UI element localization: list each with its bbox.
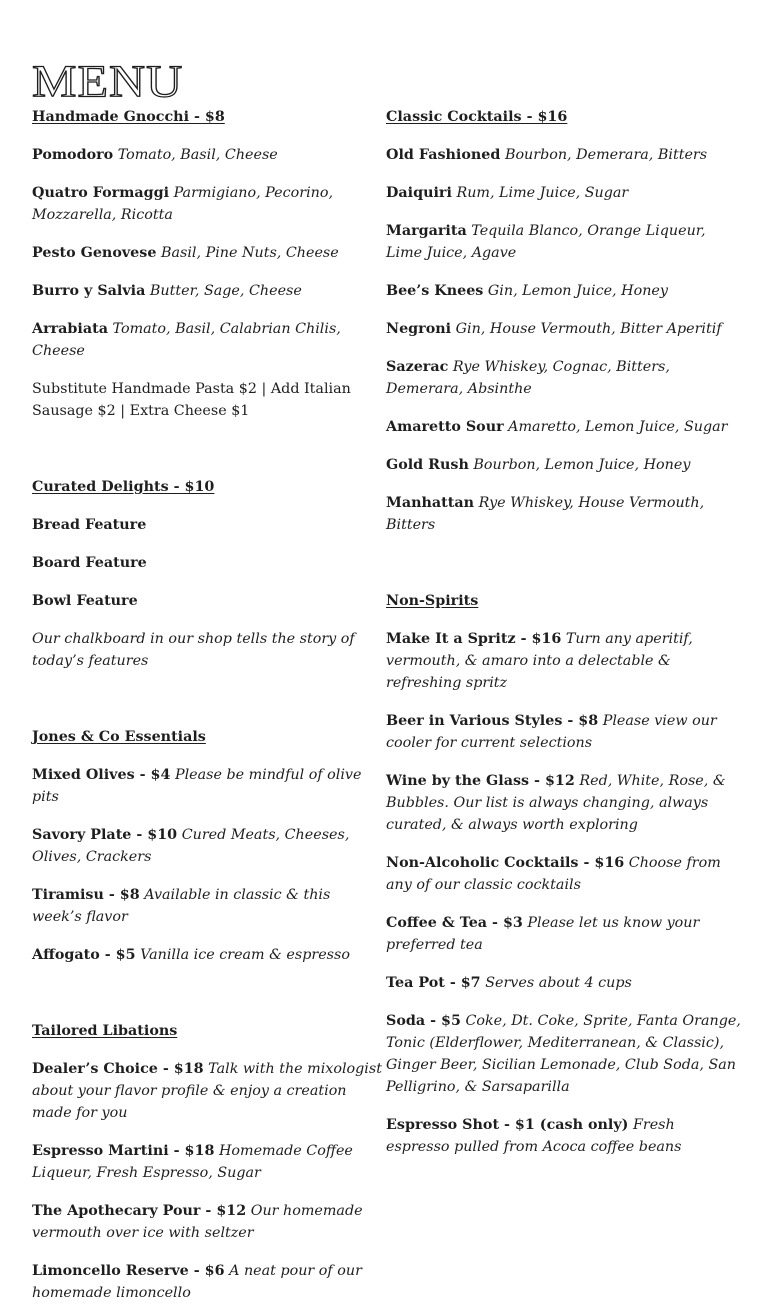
gnocchi-addons-note: Substitute Handmade Pasta $2 | Add Italian Sausage $2 | Extra Cheese $1 [32,381,351,419]
item-name: Wine by the Glass - $12 [386,773,575,789]
item-name: Burro y Salvia [32,283,146,299]
item-desc: Our homemade vermouth over ice with seltzer [32,1203,363,1241]
menu-item [386,1114,742,1158]
chalkboard-note: Our chalkboard in our shop tells the story of today’s features [32,631,355,669]
item-desc: Tequila Blanco, Orange Liqueur, Lime Juice, Agave [386,223,706,261]
section-heading: Handmade Gnocchi - $8 [32,109,225,125]
item-desc: Please be mindful of olive pits [32,767,362,805]
item-name: Bee’s Knees [386,283,484,299]
item-desc: Choose from any of our classic cocktails [386,855,721,893]
item-name: Espresso Martini - $18 [32,1143,215,1159]
section-heading: Classic Cocktails - $16 [386,109,568,125]
item-desc: A neat pour of our homemade limoncello [32,1263,362,1301]
menu-item [386,972,742,994]
item-name: Gold Rush [386,457,469,473]
item-name: Pomodoro [32,147,114,163]
menu-item [386,710,742,754]
item-desc: Available in classic & this week’s flavor [32,887,331,925]
menu-item [32,552,384,574]
menu-item [386,454,742,476]
section-heading: Tailored Libations [32,1023,178,1039]
item-name: Savory Plate - $10 [32,827,178,843]
item-desc: Rum, Lime Juice, Sugar [456,185,629,201]
item-desc: Turn any aperitif, vermouth, & amaro into a delectable & refreshing spritz [386,631,693,691]
menu-item [32,590,384,612]
menu-item [386,628,742,694]
item-desc: Tomato, Basil, Calabrian Chilis, Cheese [32,321,341,359]
menu-item [32,884,384,928]
menu-item [32,1140,384,1184]
item-name: Negroni [386,321,452,337]
item-desc: Basil, Pine Nuts, Cheese [160,245,339,261]
item-desc: Coke, Dt. Coke, Sprite, Fanta Orange, Tonic (Elderflower, Mediterranean, & Classic), Ginger Beer, Sicilian Lemonade, Club Soda, San Pelligrino, & Sarsaparilla [386,1013,741,1095]
menu-item [386,144,742,166]
item-name: Quatro Formaggi [32,185,170,201]
item-name: Bread Feature [32,517,147,533]
menu-item [386,416,742,438]
item-name: Dealer’s Choice - $18 [32,1061,204,1077]
item-desc: Rye Whiskey, Cognac, Bitters, Demerara, Absinthe [386,359,670,397]
menu-item [32,764,384,808]
menu-item [386,1010,742,1098]
item-name: Amaretto Sour [386,419,504,435]
item-name: Tea Pot - $7 [386,975,481,991]
item-desc: Red, White, Rose, & Bubbles. Our list is always changing, always curated, & always worth exploring [386,773,726,833]
section-handmade-gnocchi [32,106,384,422]
item-name: Sazerac [386,359,449,375]
item-desc: Cured Meats, Cheeses, Olives, Crackers [32,827,350,865]
item-name: Espresso Shot - $1 (cash only) [386,1117,629,1133]
menu-item [32,514,384,536]
item-name: Manhattan [386,495,475,511]
item-name: Limoncello Reserve - $6 [32,1263,225,1279]
item-desc: Bourbon, Demerara, Bitters [504,147,708,163]
item-name: Soda - $5 [386,1013,461,1029]
item-name: Non-Alcoholic Cocktails - $16 [386,855,625,871]
menu-item [386,182,742,204]
item-name: Beer in Various Styles - $8 [386,713,599,729]
item-desc: Please let us know your preferred tea [386,915,700,953]
item-name: Pesto Genovese [32,245,157,261]
menu-item [32,242,384,264]
menu-item [386,280,742,302]
item-desc: Homemade Coffee Liqueur, Fresh Espresso, Sugar [32,1143,353,1181]
left-column [32,106,384,1304]
section-tailored-libations [32,1020,384,1304]
section-non-spirits [386,590,742,1158]
menu-item [32,1200,384,1244]
item-desc: Amaretto, Lemon Juice, Sugar [508,419,728,435]
item-desc: Please view our cooler for current selections [386,713,717,751]
menu-item [386,318,742,340]
item-desc: Gin, Lemon Juice, Honey [487,283,668,299]
menu-item [32,318,384,362]
item-name: Bowl Feature [32,593,138,609]
item-desc: Fresh espresso pulled from Acoca coffee beans [386,1117,682,1155]
item-name: Daiquiri [386,185,452,201]
item-name: Margarita [386,223,467,239]
item-name: Board Feature [32,555,147,571]
item-desc: Bourbon, Lemon Juice, Honey [473,457,691,473]
section-heading: Curated Delights - $10 [32,479,215,495]
menu-item [32,182,384,226]
section-curated-delights [32,476,384,672]
menu-item [32,1058,384,1124]
menu-title: MENU [32,55,184,107]
item-desc: Tomato, Basil, Cheese [117,147,278,163]
item-name: Make It a Spritz - $16 [386,631,562,647]
menu-item [386,770,742,836]
right-column [386,106,742,1158]
item-desc: Parmigiano, Pecorino, Mozzarella, Ricotta [32,185,333,223]
item-name: Coffee & Tea - $3 [386,915,523,931]
item-name: Affogato - $5 [32,947,136,963]
item-name: The Apothecary Pour - $12 [32,1203,247,1219]
item-desc: Rye Whiskey, House Vermouth, Bitters [386,495,705,533]
item-desc: Vanilla ice cream & espresso [140,947,350,963]
section-jones-essentials [32,726,384,966]
menu-item [386,912,742,956]
menu-item [386,492,742,536]
section-heading: Non-Spirits [386,593,479,609]
menu-item [32,144,384,166]
menu-item [32,1260,384,1304]
menu-item [386,220,742,264]
item-desc: Serves about 4 cups [485,975,632,991]
item-name: Mixed Olives - $4 [32,767,171,783]
menu-item [386,356,742,400]
menu-item [32,944,384,966]
item-desc: Talk with the mixologist about your flavor profile & enjoy a creation made for you [32,1061,382,1121]
item-desc: Butter, Sage, Cheese [149,283,302,299]
menu-item [32,280,384,302]
section-classic-cocktails [386,106,742,536]
menu-item [32,824,384,868]
item-name: Arrabiata [32,321,108,337]
item-name: Old Fashioned [386,147,501,163]
section-heading: Jones & Co Essentials [32,729,206,745]
item-desc: Gin, House Vermouth, Bitter Aperitif [455,321,722,337]
item-name: Tiramisu - $8 [32,887,140,903]
menu-item [386,852,742,896]
